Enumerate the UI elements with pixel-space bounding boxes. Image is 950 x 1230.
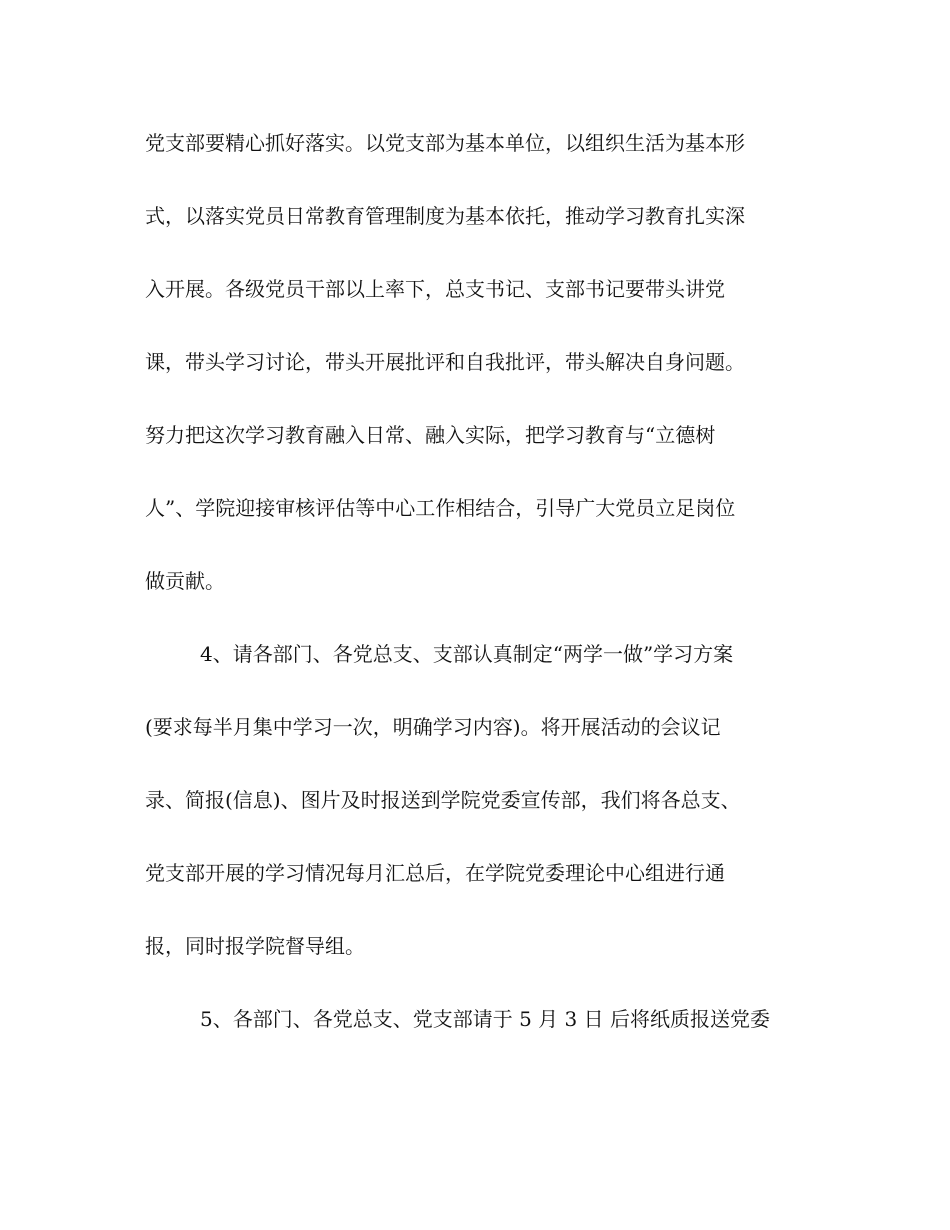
text-line: 课，带头学习讨论，带头开展批评和自我批评，带头解决自身问题。	[145, 350, 745, 374]
text-line: 党支部要精心抓好落实。以党支部为基本单位，以组织生活为基本形	[145, 131, 745, 155]
text-line: 做贡献。	[145, 569, 225, 593]
text-line: (要求每半月集中学习一次，明确学习内容)。将开展活动的会议记	[145, 715, 721, 739]
paragraph-5-start: 5、各部门、各党总支、党支部请于 5 月 3 日 后将纸质报送党委	[200, 1007, 770, 1031]
text-line: 报，同时报学院督导组。	[145, 934, 365, 958]
text-line: 式，以落实党员日常教育管理制度为基本依托，推动学习教育扎实深	[145, 204, 745, 228]
text-line: 党支部开展的学习情况每月汇总后，在学院党委理论中心组进行通	[145, 861, 725, 885]
text-line: 入开展。各级党员干部以上率下，总支书记、支部书记要带头讲党	[145, 277, 725, 301]
paragraph-4-start: 4、请各部门、各党总支、支部认真制定“两学一做”学习方案	[200, 642, 734, 666]
text-line: 录、简报(信息)、图片及时报送到学院党委宣传部，我们将各总支、	[145, 788, 741, 812]
text-line: 人”、学院迎接审核评估等中心工作相结合，引导广大党员立足岗位	[145, 496, 736, 520]
text-line: 努力把这次学习教育融入日常、融入实际，把学习教育与“立德树	[145, 423, 716, 447]
